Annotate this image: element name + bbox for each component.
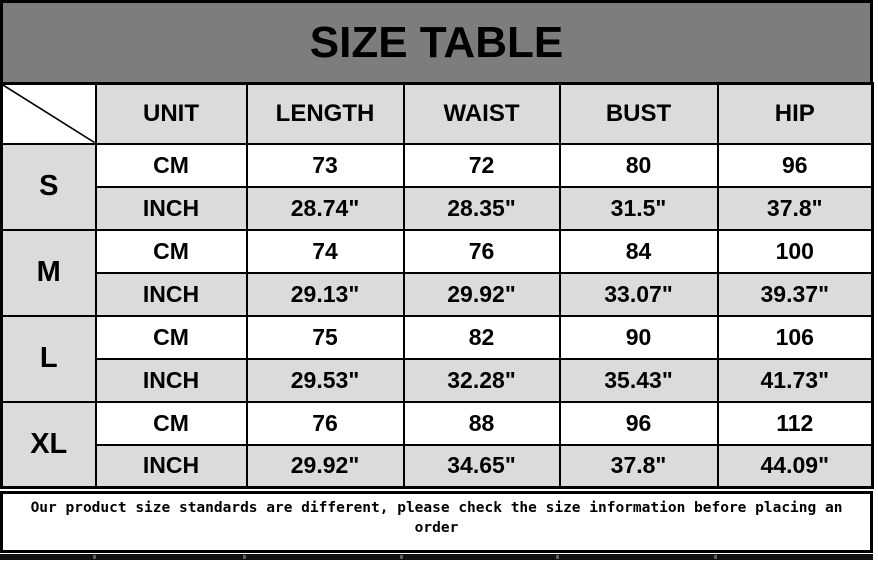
table-row xyxy=(2,187,873,230)
measurement-cell: 74 xyxy=(247,230,404,273)
measurement-cell: 29.92" xyxy=(404,273,560,316)
measurement-cell: 37.8" xyxy=(560,445,718,488)
note-text: Our product size standards are different, please check the size information before placing an order xyxy=(30,500,843,536)
column-header-unit: UNIT xyxy=(96,84,247,144)
column-header-bust: BUST xyxy=(560,84,718,144)
measurement-cell: 90 xyxy=(560,316,718,359)
measurement-cell: 96 xyxy=(718,144,873,187)
diagonal-corner-cell xyxy=(2,84,96,144)
size-label-s: S xyxy=(2,144,96,230)
measurement-cell: 28.35" xyxy=(404,187,560,230)
title-bar xyxy=(0,0,873,82)
measurement-cell: 76 xyxy=(247,402,404,445)
column-divider-tick xyxy=(400,555,403,559)
measurement-cell: 75 xyxy=(247,316,404,359)
measurement-cell: 82 xyxy=(404,316,560,359)
unit-cell: CM xyxy=(96,402,247,445)
column-divider-tick xyxy=(556,555,559,559)
unit-cell: INCH xyxy=(96,445,247,488)
unit-cell: CM xyxy=(96,230,247,273)
measurement-cell: 73 xyxy=(247,144,404,187)
size-label-m: M xyxy=(2,230,96,316)
measurement-cell: 72 xyxy=(404,144,560,187)
measurement-cell: 106 xyxy=(718,316,873,359)
measurement-cell: 32.28" xyxy=(404,359,560,402)
size-label-xl: XL xyxy=(2,402,96,488)
measurement-cell: 84 xyxy=(560,230,718,273)
measurement-cell: 35.43" xyxy=(560,359,718,402)
size-table xyxy=(0,82,874,489)
measurement-cell: 29.13" xyxy=(247,273,404,316)
measurement-cell: 44.09" xyxy=(718,445,873,488)
measurement-cell: 34.65" xyxy=(404,445,560,488)
column-header-length: LENGTH xyxy=(247,84,404,144)
measurement-cell: 76 xyxy=(404,230,560,273)
column-divider-tick xyxy=(93,555,96,559)
measurement-cell: 41.73" xyxy=(718,359,873,402)
note-box xyxy=(0,491,873,553)
measurement-cell: 80 xyxy=(560,144,718,187)
unit-cell: CM xyxy=(96,144,247,187)
unit-cell: INCH xyxy=(96,187,247,230)
table-row xyxy=(2,230,873,273)
measurement-cell: 28.74" xyxy=(247,187,404,230)
measurement-cell: 37.8" xyxy=(718,187,873,230)
unit-cell: CM xyxy=(96,316,247,359)
column-divider-tick xyxy=(243,555,246,559)
cropped-next-section-strip xyxy=(0,554,873,560)
table-row xyxy=(2,445,873,488)
measurement-cell: 39.37" xyxy=(718,273,873,316)
column-divider-tick xyxy=(714,555,717,559)
page-title: SIZE TABLE xyxy=(309,17,564,67)
table-row xyxy=(2,144,873,187)
unit-cell: INCH xyxy=(96,359,247,402)
unit-cell: INCH xyxy=(96,273,247,316)
measurement-cell: 29.53" xyxy=(247,359,404,402)
table-row xyxy=(2,273,873,316)
measurement-cell: 96 xyxy=(560,402,718,445)
size-label-l: L xyxy=(2,316,96,402)
header-row xyxy=(2,84,873,144)
column-header-waist: WAIST xyxy=(404,84,560,144)
table-row xyxy=(2,359,873,402)
measurement-cell: 29.92" xyxy=(247,445,404,488)
measurement-cell: 112 xyxy=(718,402,873,445)
table-row xyxy=(2,402,873,445)
measurement-cell: 100 xyxy=(718,230,873,273)
measurement-cell: 33.07" xyxy=(560,273,718,316)
diagonal-line-icon xyxy=(3,85,95,143)
measurement-cell: 88 xyxy=(404,402,560,445)
column-header-hip: HIP xyxy=(718,84,873,144)
measurement-cell: 31.5" xyxy=(560,187,718,230)
table-row xyxy=(2,316,873,359)
